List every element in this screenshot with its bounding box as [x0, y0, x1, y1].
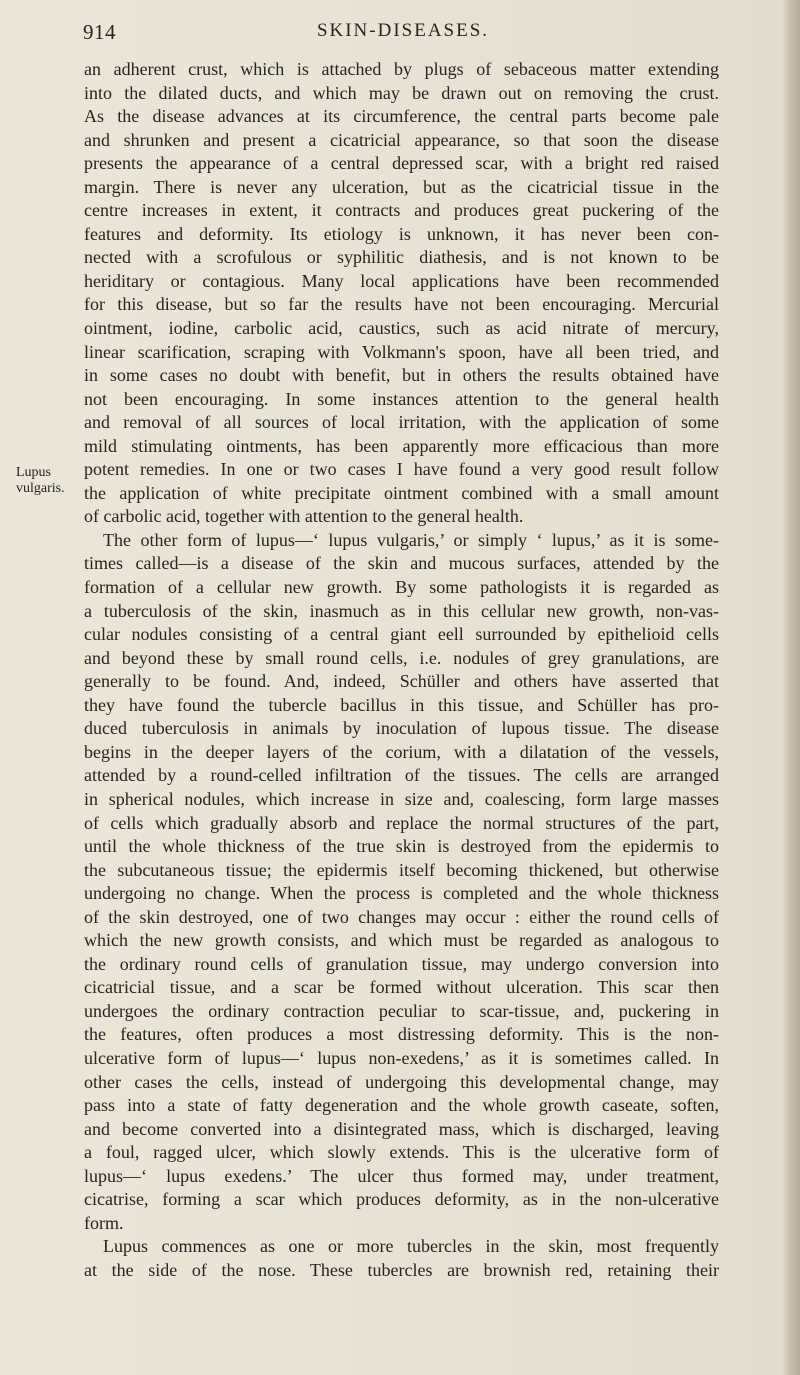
text-line: not been encouraging. In some instances attention to the general health [84, 388, 719, 409]
text-line: cicatrise, forming a scar which produces deformity, as in the non-ulcerative [84, 1189, 719, 1210]
text-line: mild stimulating ointments, has been apparently more efficacious than more [84, 435, 719, 456]
text-line: and become converted into a disintegrated mass, which is discharged, leaving [84, 1118, 719, 1139]
page-number: 914 [83, 20, 116, 44]
text-line: formation of a cellular new growth. By some pathologists it is regarded as [84, 577, 719, 598]
text-line: in spherical nodules, which increase in size and, coalescing, form large masses [84, 788, 719, 809]
text-line: the features, often produces a most distressing deformity. This is the non- [84, 1024, 719, 1045]
text-line: ulcerative form of lupus—‘ lupus non-exedens,’ as it is sometimes called. In [84, 1047, 719, 1068]
text-line: a foul, ragged ulcer, which slowly extends. This is the ulcerative form of [84, 1142, 719, 1163]
text-line: margin. There is never any ulceration, but as the cicatricial tissue in the [84, 176, 719, 197]
text-line: in some cases no doubt with benefit, but in others the results obtained have [84, 365, 719, 386]
text-line: for this disease, but so far the results have not been encouraging. Mercurial [84, 294, 719, 315]
text-line: and beyond these by small round cells, i.e. nodules of grey granulations, are [84, 647, 719, 668]
running-head: SKIN-DISEASES. [316, 20, 490, 41]
text-line: which the new growth consists, and which must be regarded as analogous to [84, 930, 719, 951]
text-line: generally to be found. And, indeed, Schüller and others have asserted that [84, 671, 719, 692]
text-line: lupus—‘ lupus exedens.’ The ulcer thus formed may, under treatment, [84, 1165, 719, 1186]
text-line: duced tuberculosis in animals by inoculation of lupous tissue. The disease [84, 718, 719, 739]
text-line: presents the appearance of a central depressed scar, with a bright red raised [84, 153, 719, 174]
margin-note-line: Lupus [16, 465, 51, 480]
text-line: heriditary or contagious. Many local applications have been recommended [84, 270, 719, 291]
paragraph-start-line: The other form of lupus—‘ lupus vulgaris,’ or simply ‘ lupus,’ as it is some- [103, 529, 719, 550]
text-line: centre increases in extent, it contracts and produces great puckering of the [84, 200, 719, 221]
text-line: until the whole thickness of the true skin is destroyed from the epidermis to [84, 836, 719, 857]
text-line: they have found the tubercle bacillus in this tissue, and Schüller has pro- [84, 694, 719, 715]
margin-note-line: vulgaris. [16, 481, 65, 496]
margin-note [16, 465, 78, 497]
text-line: linear scarification, scraping with Volkmann's spoon, have all been tried, and [84, 341, 719, 362]
text-line: and removal of all sources of local irritation, with the application of some [84, 412, 719, 433]
text-line: features and deformity. Its etiology is unknown, it has never been con- [84, 223, 719, 244]
text-line: and shrunken and present a cicatricial appearance, so that soon the disease [84, 129, 719, 150]
text-line: potent remedies. In one or two cases I have found a very good result follow [84, 459, 719, 480]
text-line: cular nodules consisting of a central giant eell surrounded by epithelioid cells [84, 624, 719, 645]
text-line: other cases the cells, instead of undergoing this developmental change, may [84, 1071, 719, 1092]
paragraph-end-line: form. [84, 1212, 124, 1233]
text-line: nected with a scrofulous or syphilitic diathesis, and is not known to be [84, 247, 719, 268]
text-line: of cells which gradually absorb and replace the normal structures of the part, [84, 812, 719, 833]
text-line: cicatricial tissue, and a scar be formed without ulceration. This scar then [84, 977, 719, 998]
text-line: undergoing no change. When the process is completed and the whole thickness [84, 883, 719, 904]
text-line: begins in the deeper layers of the corium, with a dilatation of the vessels, [84, 741, 719, 762]
text-line: a tuberculosis of the skin, inasmuch as in this cellular new growth, non-vas- [84, 600, 719, 621]
text-line: ointment, iodine, carbolic acid, caustics, such as acid nitrate of mercury, [84, 318, 719, 339]
text-line: of the skin destroyed, one of two changes may occur : either the round cells of [84, 906, 719, 927]
text-line: the application of white precipitate ointment combined with a small amount [84, 482, 719, 503]
text-line: at the side of the nose. These tubercles are brownish red, retaining their [84, 1259, 719, 1280]
text-line: times called—is a disease of the skin and mucous surfaces, attended by the [84, 553, 719, 574]
text-line: an adherent crust, which is attached by plugs of sebaceous matter extending [84, 59, 719, 79]
text-line: the ordinary round cells of granulation tissue, may undergo conversion into [84, 953, 719, 974]
text-line: undergoes the ordinary contraction peculiar to scar-tissue, and, puckering in [84, 1000, 719, 1021]
text-line: into the dilated ducts, and which may be drawn out on removing the crust. [84, 82, 719, 103]
paragraph-start-line: Lupus commences as one or more tubercles in the skin, most frequently [103, 1236, 719, 1257]
text-line: attended by a round-celled infiltration of the tissues. The cells are arranged [84, 765, 719, 786]
body-text [84, 58, 719, 1282]
page-edge-shadow [782, 0, 800, 1375]
text-line: the subcutaneous tissue; the epidermis itself becoming thickened, but otherwise [84, 859, 719, 880]
page-header [83, 20, 723, 50]
paragraph-end-line: of carbolic acid, together with attention to the general health. [84, 506, 524, 527]
text-line: As the disease advances at its circumference, the central parts become pale [84, 106, 719, 127]
text-line: pass into a state of fatty degeneration and the whole growth caseate, soften, [84, 1095, 719, 1116]
